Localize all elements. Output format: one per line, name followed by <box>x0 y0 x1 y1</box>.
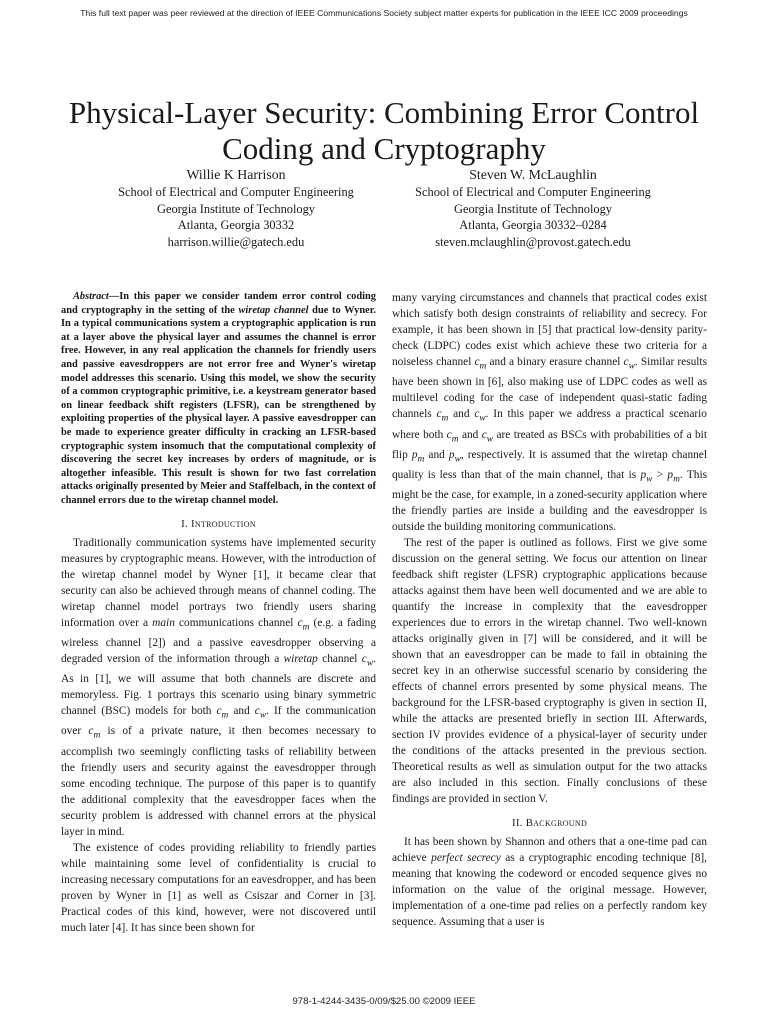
author-block-mclaughlin <box>383 166 683 250</box>
author-email: harrison.willie@gatech.edu <box>167 234 305 249</box>
author-email: steven.mclaughlin@provost.gatech.edu <box>435 234 631 249</box>
intro-paragraph-3: many varying circumstances and channels that practical codes exist which satisfy both design constraints of reliability and secrecy. For example, it has been shown in [5] that practical low-density parity-check (LDPC) codes exist which achieve these two criteria for a noiseless channel $c_m$ and a binary erasure channel $c_w$. Similar results have been shown in [6], also making use of LDPC codes as well as multilevel coding for the case of independent quasi-static fading channels $c_m$ and $c_w$. In this paper we address a practical scenario where both $c_m$ and $c_w$ are treated as BSCs with probabilities of a bit flip $p_m$ and $p_w$, respectively. It is assumed that the wiretap channel quality is less than that of the main channel, that is $p_w > p_m$. This might be the case, for example, in a zoned-security application where the friendly parties are inside a building and the eavesdropper is outside the building monitoring communications. <box>392 292 708 534</box>
intro-paragraph-2: The existence of codes providing reliability to friendly parties while maintaining some level of confidentiality is crucial to increasing necessary computations for an eavesdropper, and has been proven by Wyner in [1] as well as Csiszar and Corner in [3]. Practical codes of this kind, however, were not discovered until much later [4]. It has since been shown for <box>61 841 376 934</box>
left-column <box>61 290 376 936</box>
author-address: Atlanta, Georgia 30332–0284 <box>459 218 607 232</box>
abstract-emphasis: wiretap channel <box>238 304 309 316</box>
author-department: School of Electrical and Computer Engineering <box>118 185 354 199</box>
abstract-lead: Abstract <box>73 291 109 302</box>
author-address: Atlanta, Georgia 30332 <box>177 218 295 232</box>
abstract: Abstract—In this paper we consider tandem error control coding and cryptography in the setting of the wiretap channel due to Wyner. In a typical communications system a cryptographic application is run at a layer above the physical layer and assumes the channel is error free. However, in any real application the channels for friendly users and passive eavesdroppers are not error free and Wyner's wiretap model addresses this scenario. Using this model, we show the security of a common cryptographic primitive, i.e. a keystream generator based on linear feedback shift registers (LFSR), can be strengthened by exploiting properties of the physical layer. A passive eavesdropper can be made to experience greater difficulty in cracking an LFSR-based cryptographic system insomuch that the computational complexity of discovering the secret key increases by orders of magnitude, or is altogether infeasible. This result is shown for two fast correlation attacks originally presented by Meier and Staffelbach, in the context of channel errors due to the wiretap channel model. <box>61 291 376 506</box>
author-block-harrison <box>86 166 386 250</box>
paper-title: Physical-Layer Security: Combining Error Control Coding and Cryptography <box>68 94 700 166</box>
author-name: Steven W. McLaughlin <box>469 167 597 182</box>
author-name: Willie K Harrison <box>186 167 286 182</box>
intro-paragraph-4: The rest of the paper is outlined as follows. First we give some discussion on the general setting. We focus our attention on linear feedback shift register (LFSR) cryptographic applications because attacks against them have been well documented and we are able to quantify the increase in complexity that the eavesdropper experiences due to errors in the wiretap channel. Two well-known attacks originally given in [7] will be considered, and it will be shown that an eavesdropper can be made to fail in obtaining the secret key in an otherwise successful scenario by considering the effects of channel errors presented by some physical means. The background for the LFSR-based cryptography is given in section II, while the attacks are presented briefly in section III. Afterwards, section IV provides evidence of a physical-layer of security under the conditions of the attacks presented in the previous section. Theoretical results as well as simulation output for the two attacks are also included in this section. Finally conclusions of these findings are provided in section V. <box>392 537 707 806</box>
copyright-footer: 978-1-4244-3435-0/09/$25.00 ©2009 IEEE <box>292 996 476 1007</box>
author-institution: Georgia Institute of Technology <box>454 201 612 216</box>
background-paragraph-1: It has been shown by Shannon and others that a one-time pad can achieve perfect secrecy as a cryptographic encoding technique [8], meaning that knowing the codeword or encoded sequence gives no information on the value of the original message. However, implementation of a one-time pad relies on a perfectly random key sequence. Assuming that a user is <box>392 836 708 929</box>
right-column <box>392 290 707 930</box>
section-heading-background: II. Background <box>511 817 588 830</box>
intro-paragraph-1: Traditionally communication systems have implemented security measures by cryptographic means. However, with the introduction of the wiretap channel model by Wyner [1], it became clear that security can also be achieved through means of channel coding. The wiretap channel model portrays two friendly users sharing information over a main communications channel $c_m$ (e.g. a fading wireless channel [2]) and a passive eavesdropper observing a degraded version of the information through a wiretap channel $c_w$. As in [1], we will assume that both channels are discrete and memoryless. Fig. 1 portrays this scenario using binary symmetric channel (BSC) models for both $c_m$ and $c_w$. If the communication over $c_m$ is of a private nature, it then becomes necessary to accomplish two seemingly conflicting tasks of reliability between the friendly users and security against the eavesdropper through some encoding technique. The purpose of this paper is to quantify the additional complexity that the eavesdropper faces when the security problem is addressed with channel errors at the physical layer in mind. <box>61 536 376 838</box>
proceedings-note: This full text paper was peer reviewed at the direction of IEEE Communications Society subject matter experts for publication in the IEEE ICC 2009 proceedings <box>80 8 688 18</box>
author-department: School of Electrical and Computer Engineering <box>415 185 651 199</box>
section-heading-introduction: I. Introduction <box>181 517 256 530</box>
author-institution: Georgia Institute of Technology <box>157 201 315 216</box>
